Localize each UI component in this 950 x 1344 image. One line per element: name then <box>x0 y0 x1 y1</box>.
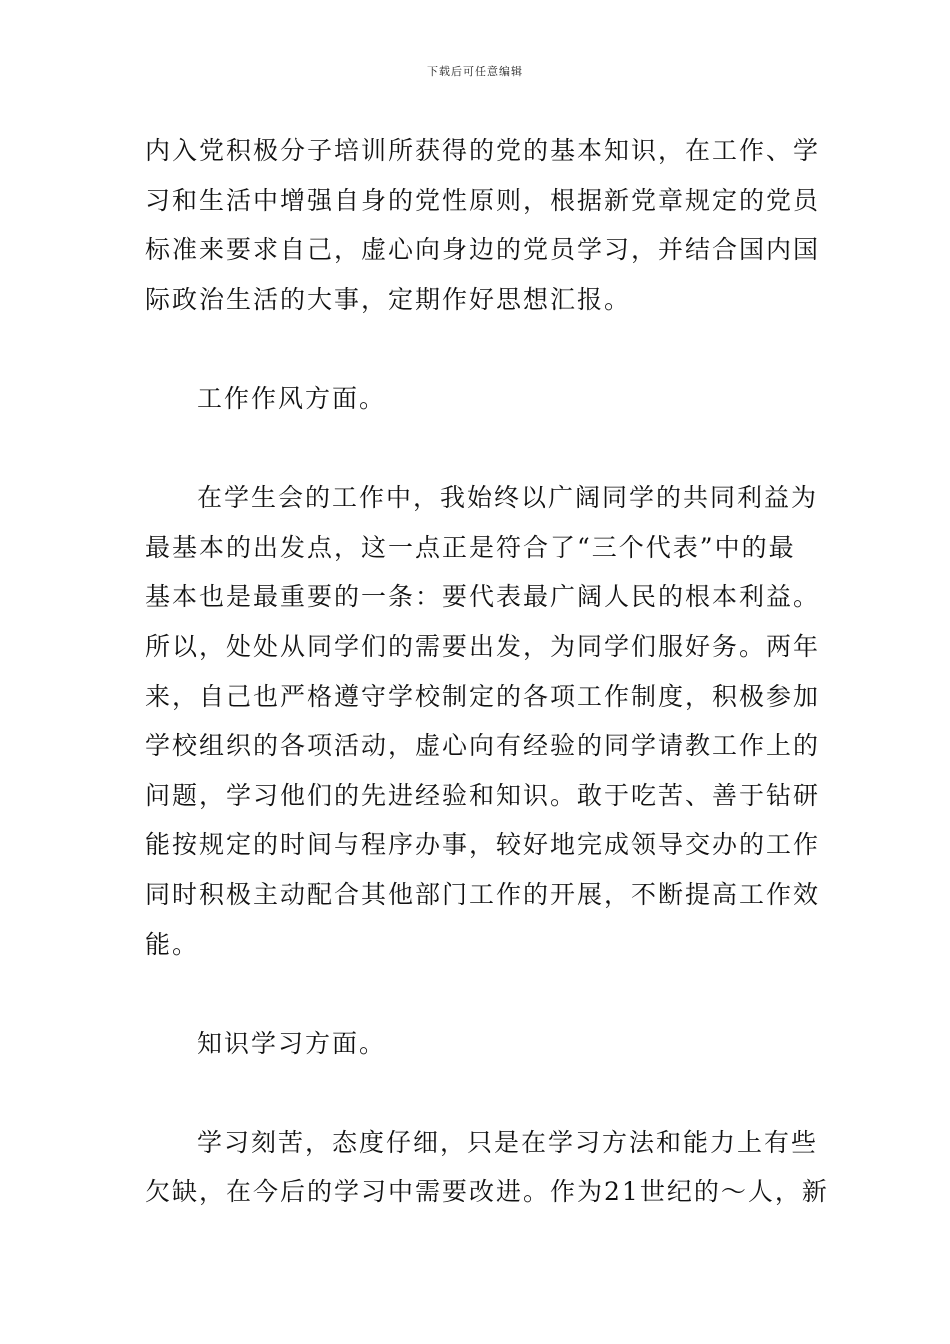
text-line: 工作作风方面。 <box>197 383 387 413</box>
text-line: 在学生会的工作中，我始终以广阔同学的共同利益为 <box>197 483 819 513</box>
text-line: 学习刻苦，态度仔细，只是在学习方法和能力上有些 <box>197 1127 819 1157</box>
text-line: 来，自己也严格遵守学校制定的各项工作制度，积极参加 <box>145 681 821 711</box>
text-line: 知识学习方面。 <box>197 1028 387 1058</box>
text-line: 习和生活中增强自身的党性原则，根据新党章规定的党员 <box>145 185 821 215</box>
paragraph <box>145 126 821 324</box>
text-line: 同时积极主动配合其他部门工作的开展，不断提高工作效 <box>145 879 821 909</box>
text-line: 内入党积极分子培训所获得的党的基本知识，在工作、学 <box>145 136 821 165</box>
text-line: 能。 <box>145 929 200 959</box>
paragraph <box>145 473 821 969</box>
paragraph-gap <box>145 969 807 1019</box>
paragraph-gap <box>145 424 807 474</box>
section-heading <box>145 374 807 424</box>
paragraph-gap <box>145 324 807 374</box>
text-line: 问题，学习他们的先进经验和知识。敢于吃苦、善于钻研 <box>145 780 821 810</box>
text-line: 所以，处处从同学们的需要出发，为同学们服好务。两年 <box>145 631 821 661</box>
text-line: 能按规定的时间与程序办事，较好地完成领导交办的工作 <box>145 830 821 860</box>
paragraph <box>145 1118 829 1217</box>
section-heading <box>145 1019 807 1069</box>
text-line: 标准来要求自己，虚心向身边的党员学习，并结合国内国 <box>145 235 821 265</box>
text-line: 际政治生活的大事，定期作好思想汇报。 <box>145 284 632 314</box>
text-line: 最基本的出发点，这一点正是符合了“三个代表”中的最 <box>145 532 796 562</box>
text-line: 基本也是最重要的一条：要代表最广阔人民的根本利益。 <box>145 582 821 612</box>
paragraph-gap <box>145 1068 807 1118</box>
text-line: 欠缺，在今后的学习中需要改进。作为21世纪的～人，新 <box>145 1177 829 1207</box>
text-line: 学校组织的各项活动，虚心向有经验的同学请教工作上的 <box>145 731 821 761</box>
document-body <box>145 126 829 1217</box>
page-header: 下载后可任意编辑 <box>427 65 523 78</box>
